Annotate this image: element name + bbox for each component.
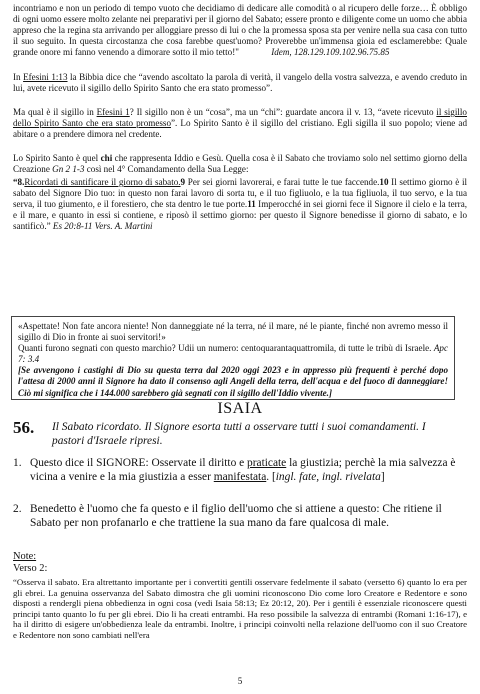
angel-quote: «Aspettate! Non fate ancora niente! Non danneggiate né la terra, né il mare, né le piante, finché non avremo messo il sigillo di Dio in fronte ai suoi servitori!» <box>18 321 448 343</box>
book-heading: ISAIA <box>217 400 263 417</box>
verse-number: 2. <box>13 503 22 515</box>
intro-paragraph <box>13 3 467 58</box>
page-number: 5 <box>237 676 243 686</box>
genesis-reference: Gn 2 1-3 <box>52 164 85 175</box>
chapter-title: Il Sabato ricordato. Il Signore esorta tutti a osservare tutti i suoi comandamenti. I pastori d'Israele ripresi. <box>52 421 426 447</box>
commentary-bold: [Se avvengono i castighi di Dio su questa terra dal 2020 oggi 2023 e in appresso più frequenti è perché dopo l'attesa di 2000 anni il Signore ha dato il consenso agli Angeli della terra, dell'acqua e del fuoco di danneggiare! Ciò mi significa che i 144.000 sarebbero già segnati con il sigillo dell'Iddio vivente.] <box>18 365 448 398</box>
commandment-quote <box>13 177 467 232</box>
text-span: Ma qual è il sigillo in <box>13 107 97 117</box>
verse-number: 10 <box>379 177 389 187</box>
underlined-text: il sigillo dello Spirito Santo che era stato promesso <box>13 107 467 129</box>
chapter-number: 56. <box>13 418 35 437</box>
verse-number: 1. <box>13 457 22 469</box>
underlined-text: praticate <box>247 457 287 469</box>
verse-number: “8. <box>13 177 25 187</box>
text-span: la giustizia; perchè la mia salvezza è vicina a venire e la mia giustizia a esser <box>30 457 456 484</box>
note-text: “Osserva il sabato. Era altrettanto importante per i convertiti gentili osservare fedelmente il sabato (versetto 6) quanto lo era per gli ebrei. La genuina osservanza del Sabato dimostra che gli uomini riconoscono Dio come loro Creatore e Redentore e sono disposti a rendergli piena obbedienza in ogni cosa (vedi Isaia 58:13; Ez 20:12, 20). Per i gentili è essenziale riconoscere questi principi tanto quanto lo fu per gli ebrei. Dio li ha creati entrambi. Ha reso possibile la salvezza di entrambi (Romani 1:16-17), e ha il diritto di esigere un'obbedienza leale da entrambi. Inoltre, i principi coinvolti nella relazione dell'uomo con il suo Creatore e Redentore non sono cambiati nell'era <box>13 577 467 640</box>
text-span: Quanti furono segnati con questo marchio? Udii un numero: centoquarantaquattromila, di tutte le tribù di Israele. <box>18 343 434 354</box>
verse-number: 11 <box>247 199 256 210</box>
underlined-text: Ricordati di santificare il giorno di sabato. <box>24 177 181 187</box>
bold-text: chi <box>100 153 113 163</box>
text-span: Lo Spirito Santo è quel <box>13 153 101 163</box>
revelation-reference: Apc 7: 3.4 <box>18 343 448 365</box>
underlined-text: manifestata <box>213 471 267 484</box>
note-verse-label: Verso 2: <box>13 563 48 574</box>
ephesians-reference-link[interactable]: Efesini 1:13 <box>23 72 68 82</box>
text-span: . [ <box>266 471 276 484</box>
text-span: Imperocché in sei giorni fece il Signore il cielo e la terra, e il mare, e quanto in essi si contiene, e riposò il settimo giorno: per questo il Signore benedisse il giorno di sabato, e lo santificò.” <box>13 199 467 232</box>
text-span: Questo dice il SIGNORE: Osservate il diritto e <box>30 457 248 469</box>
intro-text: incontriamo e non un periodo di tempo vuoto che decidiamo di dedicare alle comodità o al ricupero delle forze… È obbligo di ogni uomo essere molto zelante nei preparativi per il giorno del Sabato; essere pronto e diligente come un uomo che abbia appreso che la regina sta arrivando per alloggiare presso di lui o che la promessa sposa sta per venire nella sua casa con tutto il suo seguito. In questa circostanza che cosa farebbe quest'uomo? Proverebbe un'immensa gioia ed esclamerebbe: Quale grande onore mi fanno venendo a dimorare sotto il mio tetto!" <box>13 3 467 58</box>
text-span: la Bibbia dice che “avendo ascoltato la parola di verità, il vangelo della vostra salvezza, e avendo creduto in lui, avete ricevuto il sigillo dello Spirito Santo che era stato promesso”. <box>13 72 467 94</box>
exodus-reference: Es 20:8-11 Vers. A. Martini <box>50 221 153 232</box>
text-span: Il settimo giorno è il sabato del Signore Dio tuo: in questo non farai lavoro di sorta tu, e il tuo figliuolo, e la tua figliuola, il tuo servo, e la tua serva, il tuo giumento, e il forestiero, che sta dentro le tue porte. <box>13 177 468 210</box>
intro-reference: Idem, 128.129.109.102.96.75.85 <box>271 47 390 58</box>
verse-2 <box>13 502 471 530</box>
text-span: ] <box>380 471 385 484</box>
verse-text: Benedetto è l'uomo che fa questo e il figlio dell'uomo che si attiene a questo: Che ritiene il Sabato per non profanarlo e che trattiene la sua mano da fare qualcosa di male. <box>30 503 442 530</box>
text-span: che rappresenta Iddio e Gesù. Quella cosa è il Sabato che troviamo solo nel settimo giorno della Creazione <box>13 153 467 175</box>
holy-spirit-paragraph <box>13 153 467 175</box>
ephesians-reference-link[interactable]: Efesini 1 <box>96 107 130 117</box>
text-span: ? Il sigillo non è un “cosa”, ma un “chi”: guardate ancora il v. 13, “avete ricevuto <box>129 107 437 117</box>
verse-1 <box>13 456 471 484</box>
seal-paragraph <box>13 107 467 140</box>
revelation-box <box>11 316 455 400</box>
note-label: Note: <box>13 551 37 562</box>
text-span: ”. Lo Spirito Santo è il sigillo del cristiano. Egli sigilla il suo popolo; viene ad abitare o a prendere dimora nel credente. <box>13 118 467 140</box>
text-span: In <box>13 72 24 82</box>
verse-number: 9 <box>180 177 186 187</box>
text-span: così nel 4° Comandamento della Sua Legge: <box>84 164 249 175</box>
ephesians-paragraph <box>13 72 467 94</box>
text-span: Per sei giorni lavorerai, e farai tutte le tue faccende. <box>185 177 380 187</box>
italic-text: ingl. fate, ingl. rivelata <box>275 471 381 484</box>
